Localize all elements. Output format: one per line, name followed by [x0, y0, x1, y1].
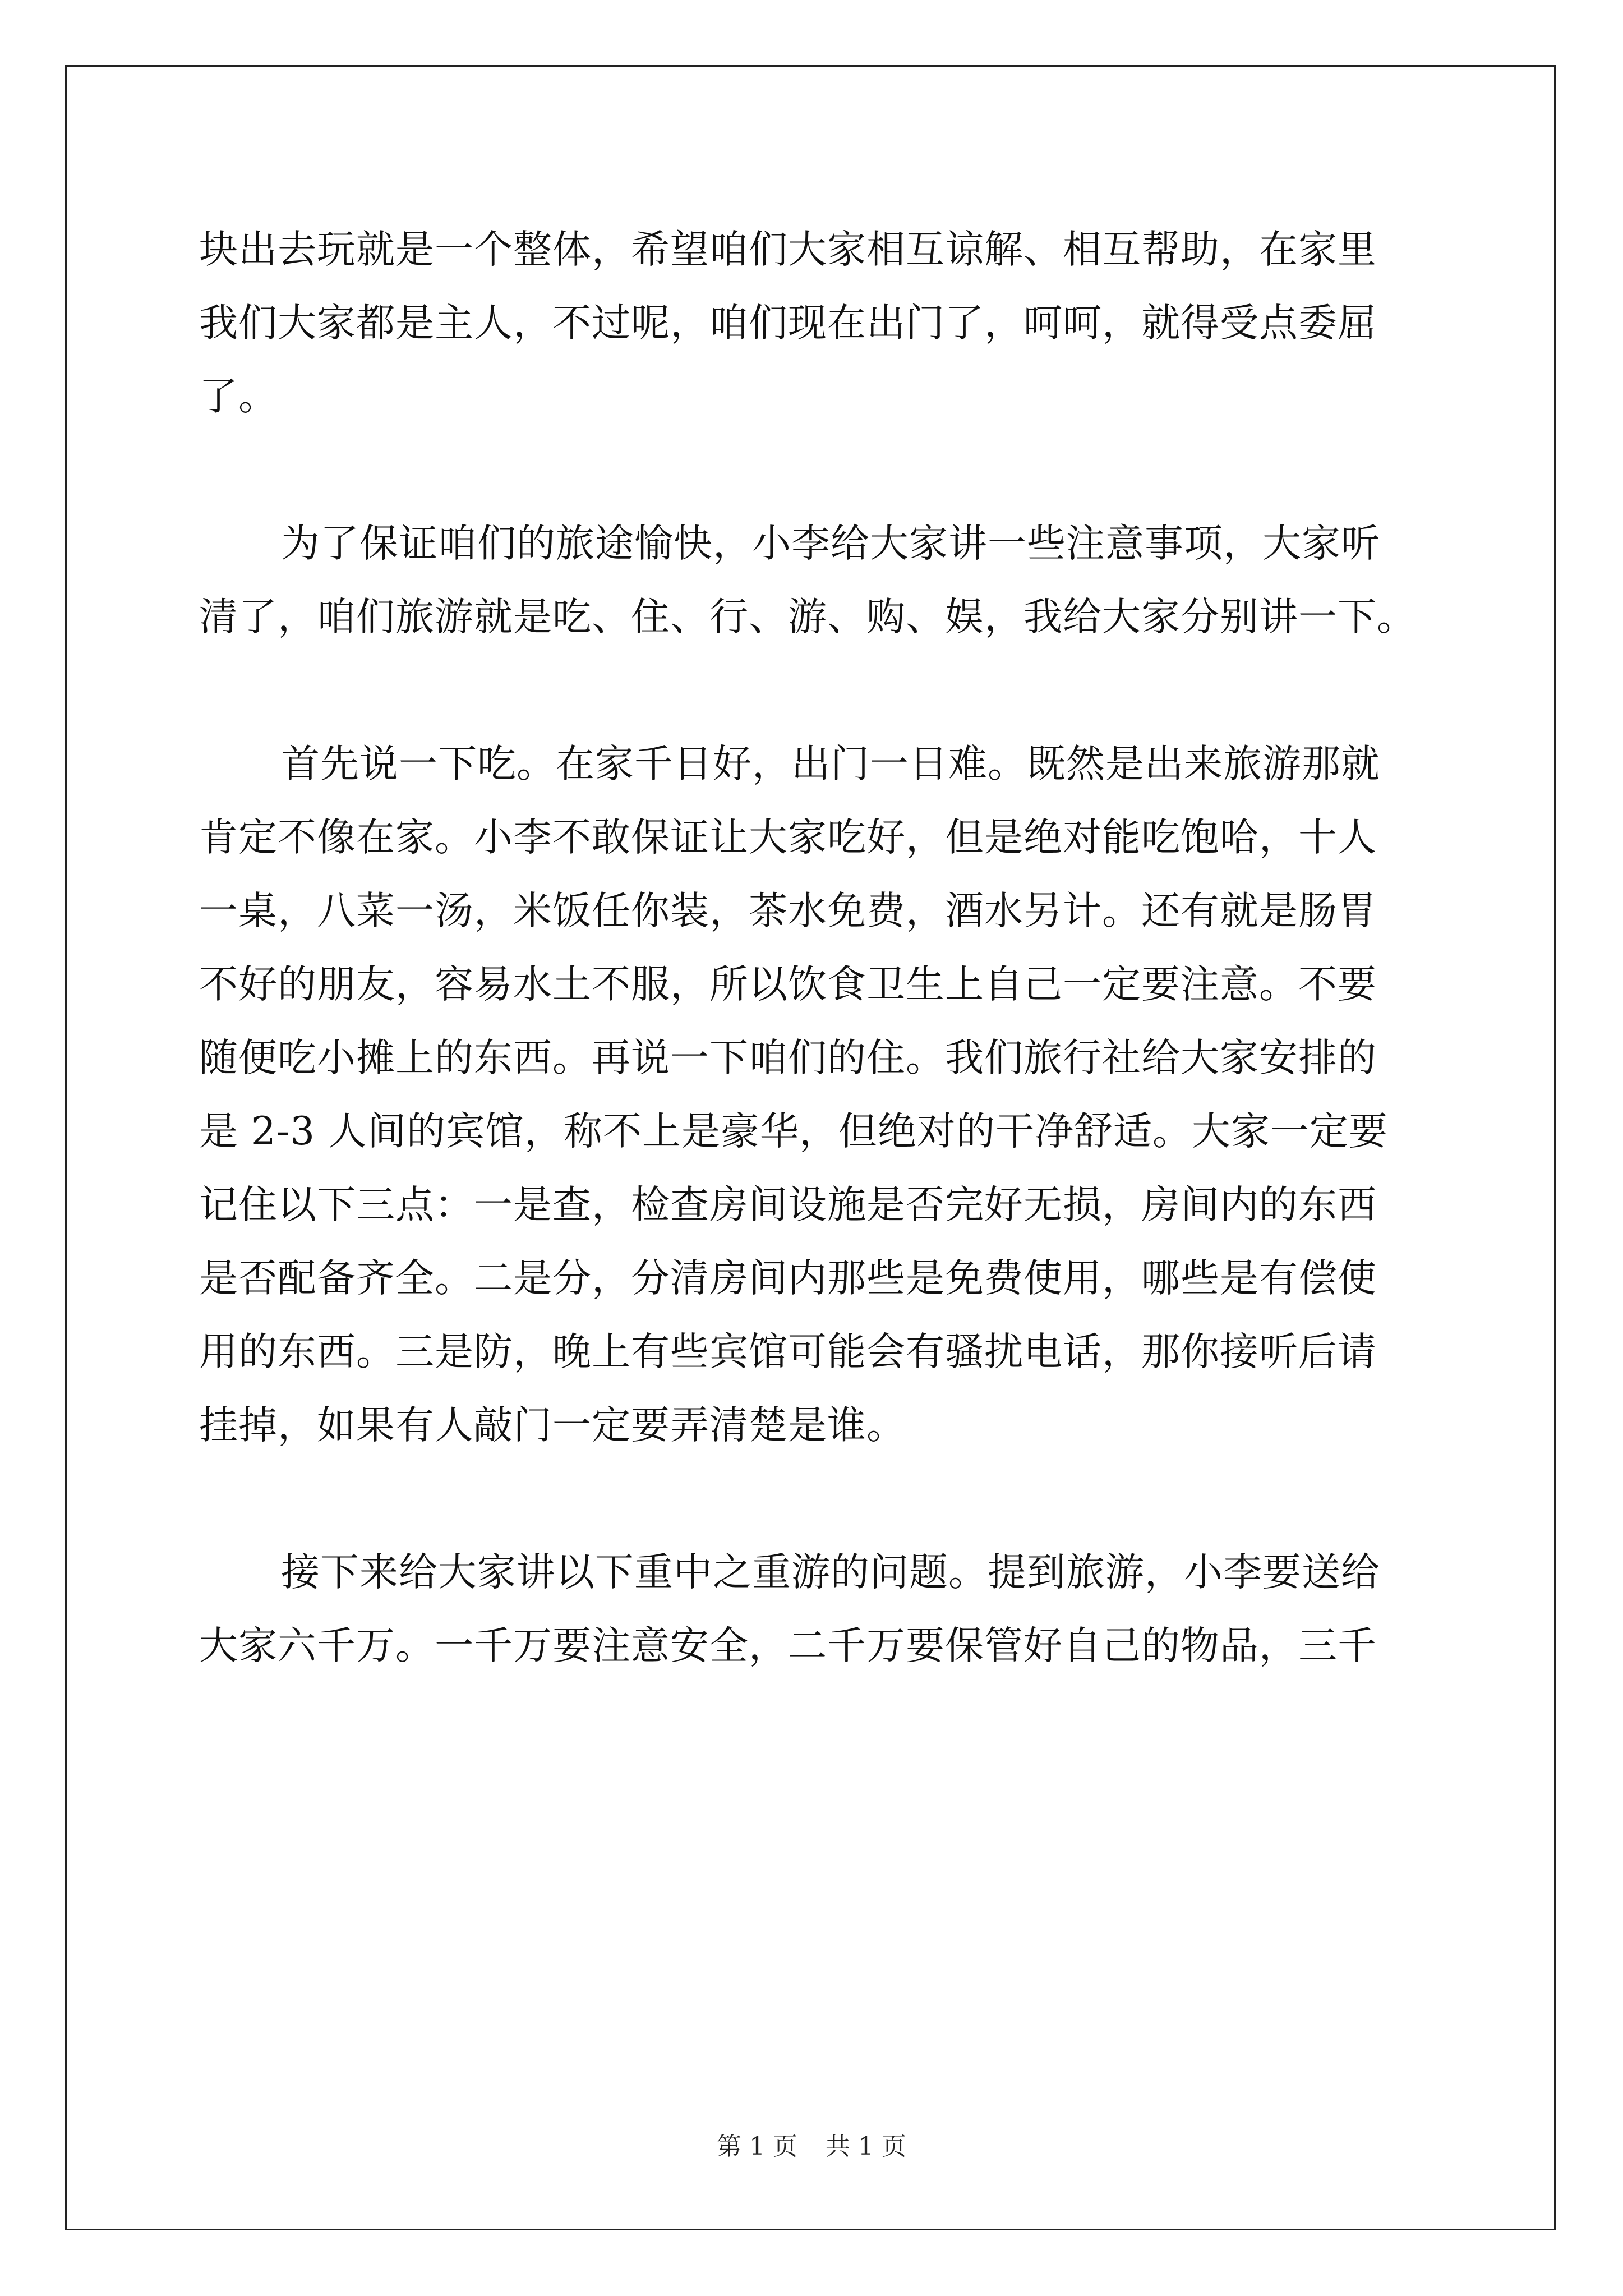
- text-line: 不好的朋友，容易水土不服，所以饮食卫生上自己一定要注意。不要: [199, 962, 1377, 1007]
- paragraph: [199, 507, 1433, 654]
- page-total: 共 1 页: [826, 2132, 906, 2161]
- text-line: 随便吃小摊上的东西。再说一下咱们的住。我们旅行社给大家安排的: [199, 1036, 1377, 1080]
- text-line: 为了保证咱们的旅途愉快，小李给大家讲一些注意事项，大家听: [281, 521, 1380, 566]
- text-line: 大家六千万。一千万要注意安全，二千万要保管好自己的物品，三千: [199, 1623, 1377, 1668]
- text-line: 记住以下三点：一是查，检查房间设施是否完好无损，房间内的东西: [199, 1182, 1377, 1227]
- text-line: 清了，咱们旅游就是吃、住、行、游、购、娱，我给大家分别讲一下。: [199, 595, 1416, 639]
- text-line: 一桌，八菜一汤，米饭任你装，茶水免费，酒水另计。还有就是肠胃: [199, 889, 1377, 933]
- text-line: 是 2-3 人间的宾馆，称不上是豪华，但绝对的干净舒适。大家一定要: [199, 1109, 1388, 1154]
- paragraph-spacer: [199, 1462, 1433, 1536]
- text-line: 肯定不像在家。小李不敢保证让大家吃好，但是绝对能吃饱哈，十人: [199, 815, 1377, 860]
- text-line: 首先说一下吃。在家千日好，出门一日难。既然是出来旅游那就: [281, 742, 1380, 786]
- text-line: 是否配备齐全。二是分，分清房间内那些是免费使用，哪些是有偿使: [199, 1256, 1377, 1301]
- paragraph-spacer: [199, 434, 1433, 507]
- document-body: [199, 213, 1433, 1683]
- page-number: 第 1 页: [717, 2132, 797, 2161]
- paragraph: [199, 1536, 1433, 1683]
- page-footer: [0, 2126, 1623, 2162]
- paragraph: [199, 728, 1433, 1462]
- text-line: 了。: [199, 374, 278, 419]
- paragraph: [199, 213, 1433, 434]
- text-line: 挂掉，如果有人敲门一定要弄清楚是谁。: [199, 1403, 906, 1448]
- text-line: 用的东西。三是防，晚上有些宾馆可能会有骚扰电话，那你接听后请: [199, 1329, 1377, 1374]
- text-line: 块出去玩就是一个整体，希望咱们大家相互谅解、相互帮助，在家里: [199, 227, 1377, 272]
- paragraph-spacer: [199, 654, 1433, 728]
- text-line: 我们大家都是主人，不过呢，咱们现在出门了，呵呵，就得受点委屈: [199, 301, 1377, 346]
- text-line: 接下来给大家讲以下重中之重游的问题。提到旅游，小李要送给: [281, 1550, 1380, 1595]
